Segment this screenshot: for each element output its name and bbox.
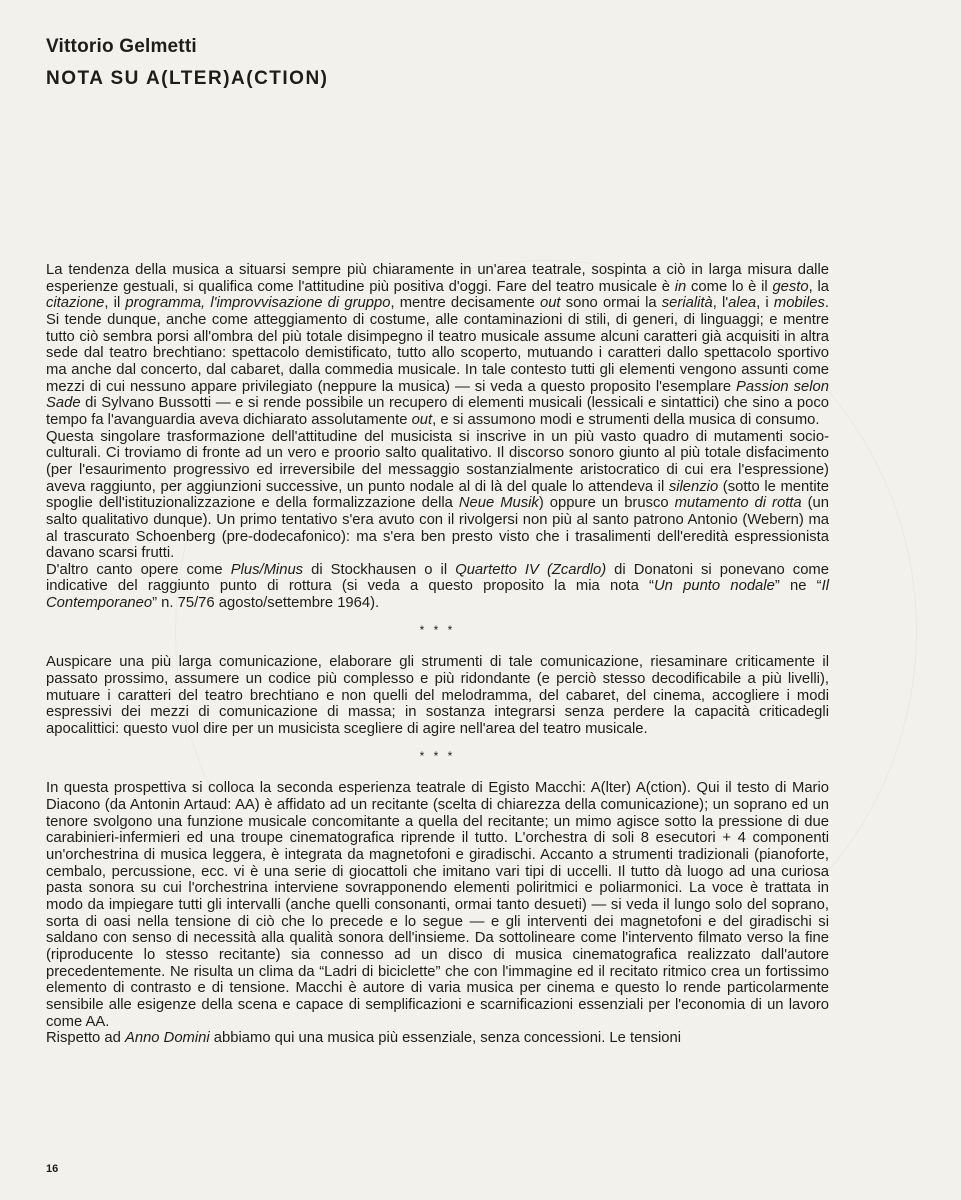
text-run: , la xyxy=(808,278,829,295)
italic-run: silenzio xyxy=(668,478,719,495)
text-run: abbiamo qui una musica più essenziale, senza concessioni. Le tensioni xyxy=(209,1030,682,1047)
text-run: Auspicare una più larga comunicazione, elaborare gli strumenti di tale comunicazione, riesaminare criticamente il passato prossimo, assumere un codice più complesso e più ridondante (e perciò stesso decodificabile a più livelli), mutuare i caratteri del teatro brechtiano e non quelli del melodramma, del cabaret, del cinema, accogliere i modi espressivi dei mezzi di comunicazione di massa; in sostanza integrarsi senza perdere la capacità criticadegli apocalittici: questo vuol dire per un musicista scegliere di agire nell'area del teatro musicale. xyxy=(46,654,829,738)
text-run: di Sylvano Bussotti — e si rende possibile un recupero di elementi musicali (lessicali e sintattici) che sino a poco tempo fa l'avanguardia aveva dichiarato assolutamente xyxy=(46,395,829,428)
section-separator: * * * xyxy=(419,622,456,637)
paragraph xyxy=(46,562,829,612)
spacer xyxy=(46,612,829,622)
article-body xyxy=(46,262,829,1047)
italic-run: Neue Musik xyxy=(458,495,539,512)
italic-run: Un punto nodale xyxy=(653,578,775,595)
italic-run: in xyxy=(674,278,687,295)
italic-run: mobiles xyxy=(773,295,825,312)
italic-run: alea xyxy=(728,295,757,312)
text-run: (sotto le mentite spoglie dell'istituzionalizzazione e della formalizzazione della xyxy=(46,478,829,512)
text-run: , mentre decisamente xyxy=(390,295,540,312)
text-run: come lo è il xyxy=(686,278,773,295)
article-title: NOTA SU A(LTER)A(CTION) xyxy=(46,68,329,89)
italic-run: gesto xyxy=(772,278,809,295)
paragraph xyxy=(46,1030,829,1047)
spacer xyxy=(46,738,829,748)
italic-run: Passion selon Sade xyxy=(46,378,829,412)
text-run: sono ormai la xyxy=(560,295,662,312)
text-run: Rispetto ad xyxy=(46,1030,125,1047)
italic-run: serialità xyxy=(661,295,713,312)
text-run: La tendenza della musica a situarsi sempre più chiaramente in un'area teatrale, sospinta a ciò in larga misura dalle esperienze gestuali, si qualifica come l'attitudine più positiva d'oggi. Fare del teatro musicale è xyxy=(46,262,829,295)
text-run: ” ne “ xyxy=(774,578,822,595)
text-run: D'altro canto opere come xyxy=(46,561,231,578)
italic-run: Anno Domini xyxy=(124,1030,210,1047)
paragraph xyxy=(46,262,829,429)
text-run: , i xyxy=(756,295,774,312)
text-run: ) oppure un brusco xyxy=(538,495,675,512)
section-separator: * * * xyxy=(419,748,456,763)
italic-run: mutamento di rotta xyxy=(674,495,802,512)
italic-run: citazione xyxy=(46,295,105,312)
italic-run: Quartetto IV (Zcardlo) xyxy=(455,561,607,578)
text-run: In questa prospettiva si colloca la seconda esperienza teatrale di Egisto Macchi: A(lter) A(ction). Qui il testo di Mario Diacono (da Antonin Artaud: AA) è affidato ad un recitante (scelta di chiarezza della comunicazione); un soprano ed un tenore svolgono una funzione musicale concomitante a quella del recitante; un mimo agisce sotto la pressione di due carabinieri-infermieri ed una troupe cinematografica riprende il tutto. L'orchestra di soli 8 esecutori + 4 componenti un'orchestrina di musica leggera, è integrata da magnetofoni e giradischi. Accanto a strumenti tradizionali (pianoforte, cembalo, percussione, ecc. vi è una serie di giocattoli che imitano vari tipi di uccelli. Il tutto dà luogo ad una curiosa pasta sonora su cui l'orchestrina interviene sovrapponendo elementi poliritmici e poliarmonici. La voce è trattata in modo da impiegare tutti gli intervalli (anche quelli consonanti, ormai tanto desueti) — si veda il lungo solo del soprano, sorta di oasi nella tensione di ciò che lo precede e lo segue — e gli interventi dei magnetofoni e del giradischi si saldano con senso di necessità alla qualità sonora dell'insieme. Da sottolineare come l'intervento filmato verso la fine (riproducente lo stesso recitante) sia connesso ad un disco di musica cinematografica realizzato dall'autore precedentemente. Ne risulta un clima da “Ladri di biciclette” che con l'immagine ed il recitato ritmico crea un fortissimo elemento di contrasto e di tensione. Macchi è autore di varia musica per cinema e questo lo rende particolarmente sensibile alle esigenze della scena e capace di semplificazioni e scarnificazioni essenziali per l'economia di un lavoro come AA. xyxy=(46,780,829,1030)
italic-run: programma, l'improvvisazione di gruppo xyxy=(125,295,391,312)
text-run: ” n. 75/76 agosto/settembre 1964). xyxy=(152,595,380,612)
text-run: , l' xyxy=(712,295,729,312)
italic-run: out xyxy=(411,411,433,428)
spacer xyxy=(46,764,829,780)
text-run: . Si tende dunque, anche come atteggiamento di costume, alle contaminazioni di stili, di generi, di linguaggi; e mentre tutto ciò sembra porsi all'ombra del più totale disimpegno il teatro musicale assume alcuni caratteri già acquisiti in altra sede dal teatro brechtiano: spettacolo demistificato, tutto allo scoperto, mutuando i caratteri dallo spettacolo sportivo ma anche dal concerto, dal cabaret, dalla commedia musicale. In tale contesto tutti gli elementi vengono assunti come mezzi di cui nessuno appare privilegiato (neppure la musica) — si veda a questo proposito l'esemplare xyxy=(46,295,829,395)
paragraph xyxy=(46,654,829,737)
italic-run: Il Contemporaneo xyxy=(46,578,829,612)
text-run: , il xyxy=(104,295,126,312)
text-run: Questa singolare trasformazione dell'attitudine del musicista si inscrive in un più vasto quadro di mutamenti socio-culturali. Ci troviamo di fronte ad un vero e proorio salto qualitativo. Il discorso sonoro giunto al più totale disfacimento (per l'esaurimento progressivo ed irreversibile del messaggio sostanzialmente aristocratico di cui era l'espressione) aveva raggiunto, per aggiunzioni successive, un punto nodale al di là del quale lo attendeva il xyxy=(46,428,829,495)
page-number: 16 xyxy=(46,1163,59,1175)
text-run: di Donatoni si ponevano come indicative del raggiunto punto di rottura (si veda a questo proposito la mia nota “ xyxy=(46,561,829,595)
italic-run: out xyxy=(539,295,561,312)
paragraph xyxy=(46,780,829,1030)
text-run: , e si assumono modi e strumenti della musica di consumo. xyxy=(432,411,820,428)
text-run: di Stockhausen o il xyxy=(303,561,456,578)
author-name: Vittorio Gelmetti xyxy=(46,36,197,57)
spacer xyxy=(46,638,829,654)
italic-run: Plus/Minus xyxy=(230,561,304,578)
text-run: (un salto qualitativo dunque). Un primo tentativo s'era avuto con il rivolgersi non più al santo patrono Antonio (Webern) ma al trascurato Schoenberg (pre-dodecafonico): ma s'era ben presto visto che i trasalimenti dell'eredità espressionista davano scarsi frutti. xyxy=(46,495,830,562)
paragraph xyxy=(46,429,829,562)
